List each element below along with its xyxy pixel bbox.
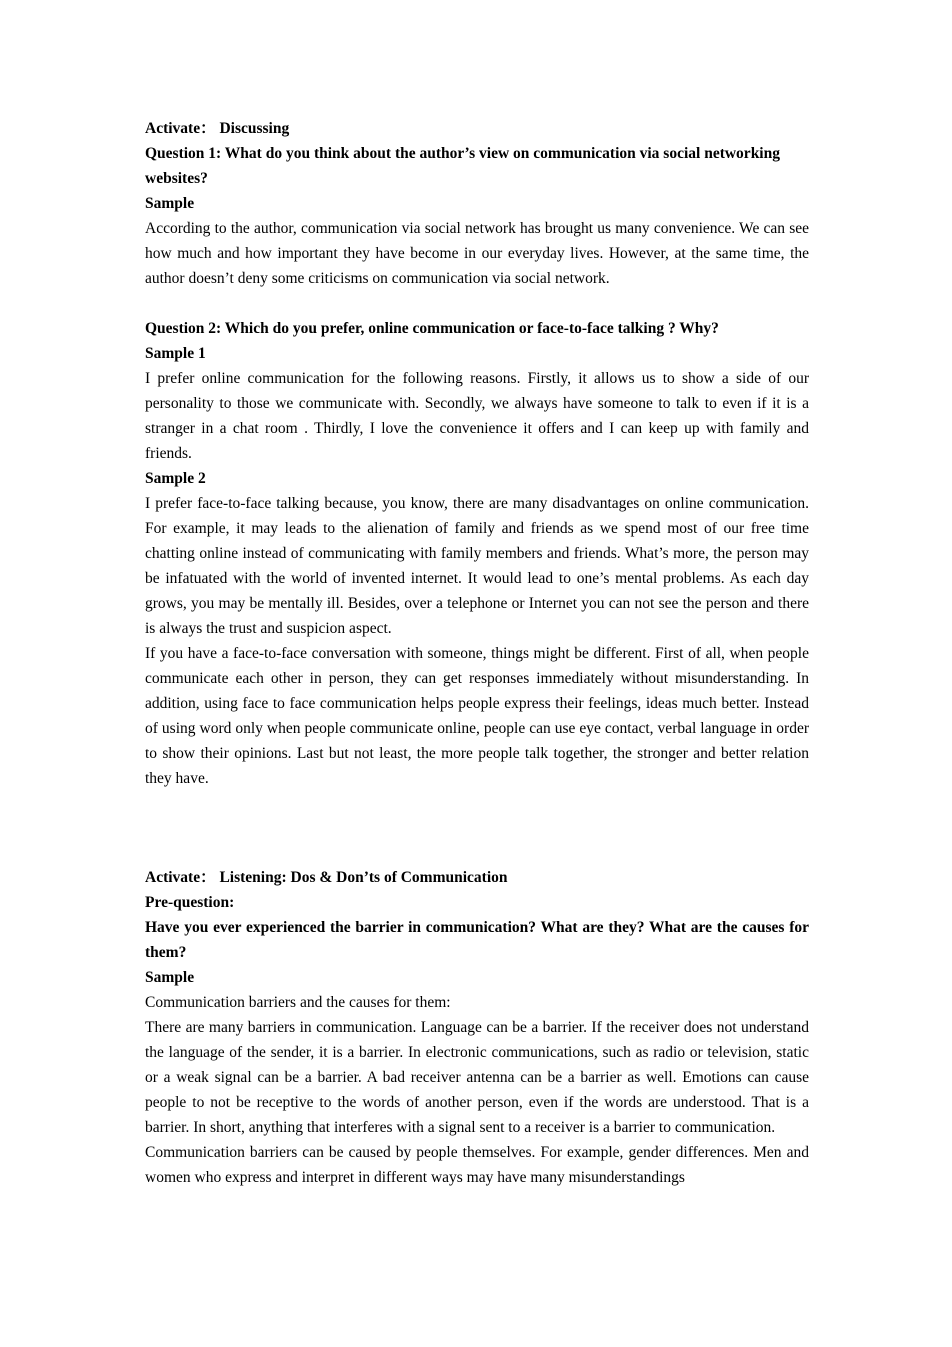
sample-intro: Communication barriers and the causes for them: (145, 994, 451, 1011)
sample-2-label: Sample 2 (145, 470, 206, 487)
section-heading-discussing: Activate： Discussing (145, 120, 290, 137)
sample-label: Sample (145, 969, 195, 986)
spacer (145, 291, 809, 316)
barriers-paragraph-1: There are many barriers in communication. Language can be a barrier. If the receiver does not understand the language of the sender, it is a barrier. In electronic communications, such as radio or television, static or a weak signal can be a barrier. A bad receiver antenna can be a barrier as well. Emotions can cause people to not be receptive to the words of another person, even if the words are understood. That is a barrier. In short, anything that interferes with a signal sent to a receiver is a barrier to communication. (145, 1019, 809, 1136)
question-1: Question 1: What do you think about the author’s view on communication via social networking websites? (145, 145, 780, 187)
prequestion-label: Pre-question: (145, 894, 235, 911)
document-page (145, 116, 809, 1190)
spacer (145, 791, 809, 865)
prequestion-text: Have you ever experienced the barrier in communication? What are they? What are the causes for them? (145, 919, 809, 961)
sample-2-paragraph-2: If you have a face-to-face conversation with someone, things might be different. First of all, when people communicate each other in person, they can get responses immediately without misunderstanding. In addition, using face to face communication helps people express their feelings, ideas much better. Instead of using word only when people communicate online, people can use eye contact, verbal language in order to show their opinions. Last but not least, the more people talk together, the stronger and better relation they have. (145, 645, 809, 787)
sample-label: Sample (145, 195, 195, 212)
sample-1-label: Sample 1 (145, 345, 206, 362)
sample-2-paragraph-1: I prefer face-to-face talking because, you know, there are many disadvantages on online communication. For example, it may leads to the alienation of family and friends as we spend most of our free time chatting online instead of communicating with family members and friends. What’s more, the person may be infatuated with the world of invented internet. It would lead to one’s mental problems. As each day grows, you may be mentally ill. Besides, over a telephone or Internet you can not see the person and there is always the trust and suspicion aspect. (145, 495, 809, 637)
question-1-answer: According to the author, communication via social network has brought us many convenience. We can see how much and how important they have become in our everyday lives. However, at the same time, the author doesn’t deny some criticisms on communication via social network. (145, 220, 809, 287)
question-2: Question 2: Which do you prefer, online communication or face-to-face talking ? Why? (145, 320, 719, 337)
sample-1-text: I prefer online communication for the following reasons. Firstly, it allows us to show a side of our personality to those we communicate with. Secondly, we always have someone to talk to even if it is a stranger in a chat room . Thirdly, I love the convenience it offers and I can keep up with family and friends. (145, 370, 809, 462)
barriers-paragraph-2: Communication barriers can be caused by people themselves. For example, gender differences. Men and women who express and interpret in different ways may have many misunderstandings (145, 1144, 809, 1186)
section-heading-listening: Activate： Listening: Dos & Don’ts of Communication (145, 869, 508, 886)
